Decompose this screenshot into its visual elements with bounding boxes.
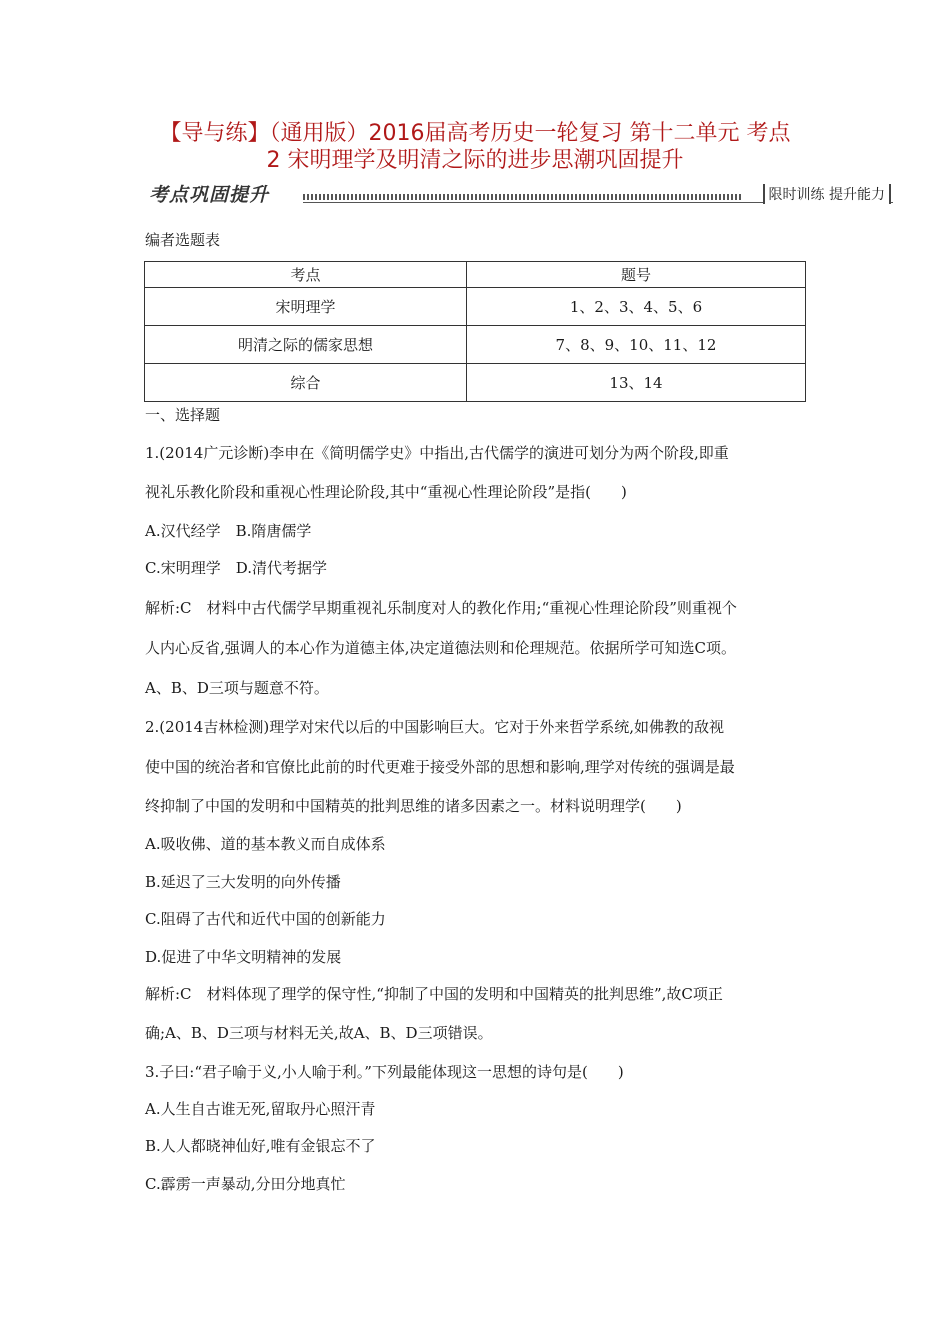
text-line: B.人人都晓神仙好,唯有金银忘不了 (145, 1137, 376, 1155)
banner-tag: 限时训练 提升能力 (763, 184, 891, 204)
document-title (60, 120, 890, 174)
text-line: 确;A、B、D三项与材料无关,故A、B、D三项错误。 (145, 1024, 493, 1042)
text-line: 2.(2014吉林检测)理学对宋代以后的中国影响巨大。它对于外来哲学系统,如佛教的敌视 (145, 718, 724, 736)
table-header-number: 题号 (467, 262, 806, 288)
table-row (145, 364, 806, 402)
text-line: 1.(2014广元诊断)李申在《简明儒学史》中指出,古代儒学的演进可划分为两个阶段,即重 (145, 444, 729, 462)
text-line: 3.子曰:“君子喻于义,小人喻于利。”下列最能体现这一思想的诗句是( ) (145, 1063, 624, 1081)
text-line: C.霹雳一声暴动,分田分地真忙 (145, 1175, 346, 1193)
text-line: A.汉代经学 B.隋唐儒学 (145, 522, 312, 540)
text-line: A、B、D三项与题意不符。 (145, 679, 329, 697)
text-line: A.吸收佛、道的基本教义而自成体系 (145, 835, 386, 853)
table-row (145, 288, 806, 326)
title-line-2: 2 宋明理学及明清之际的进步思潮巩固提升 (266, 148, 684, 173)
text-line: 解析:C 材料中古代儒学早期重视礼乐制度对人的教化作用;“重视心性理论阶段”则重视个 (145, 599, 737, 617)
section-heading: 一、选择题 (145, 406, 221, 424)
topic-table (144, 261, 806, 402)
text-line: A.人生自古谁无死,留取丹心照汗青 (145, 1100, 376, 1118)
text-line: 解析:C 材料体现了理学的保守性,“抑制了中国的发明和中国精英的批判思维”,故C项正 (145, 985, 723, 1003)
text-line: 使中国的统治者和官僚比此前的时代更难于接受外部的思想和影响,理学对传统的强调是最 (145, 758, 735, 776)
text-line: 终抑制了中国的发明和中国精英的批判思维的诸多因素之一。材料说明理学( ) (145, 797, 682, 815)
banner-stripes (303, 194, 743, 200)
text-line: C.宋明理学 D.清代考据学 (145, 559, 327, 577)
table-caption: 编者选题表 (145, 231, 221, 249)
text-line: 视礼乐教化阶段和重视心性理论阶段,其中“重视心性理论阶段”是指( ) (145, 483, 627, 501)
table-cell: 明清之际的儒家思想 (145, 326, 467, 364)
table-cell: 综合 (145, 364, 467, 402)
banner-title: 考点巩固提升 (149, 184, 270, 206)
table-header-topic: 考点 (145, 262, 467, 288)
text-line: C.阻碍了古代和近代中国的创新能力 (145, 910, 386, 928)
table-cell: 1、2、3、4、5、6 (467, 288, 806, 326)
title-line-1: 【导与练】（通用版）2016届高考历史一轮复习 第十二单元 考点 (159, 121, 791, 146)
section-banner (143, 180, 893, 206)
table-cell: 13、14 (467, 364, 806, 402)
text-line: B.延迟了三大发明的向外传播 (145, 873, 341, 891)
text-line: 人内心反省,强调人的本心作为道德主体,决定道德法则和伦理规范。依据所学可知选C项。 (145, 639, 737, 657)
table-cell: 7、8、9、10、11、12 (467, 326, 806, 364)
table-cell: 宋明理学 (145, 288, 467, 326)
table-row (145, 326, 806, 364)
table-header-row (145, 262, 806, 288)
text-line: D.促进了中华文明精神的发展 (145, 948, 342, 966)
